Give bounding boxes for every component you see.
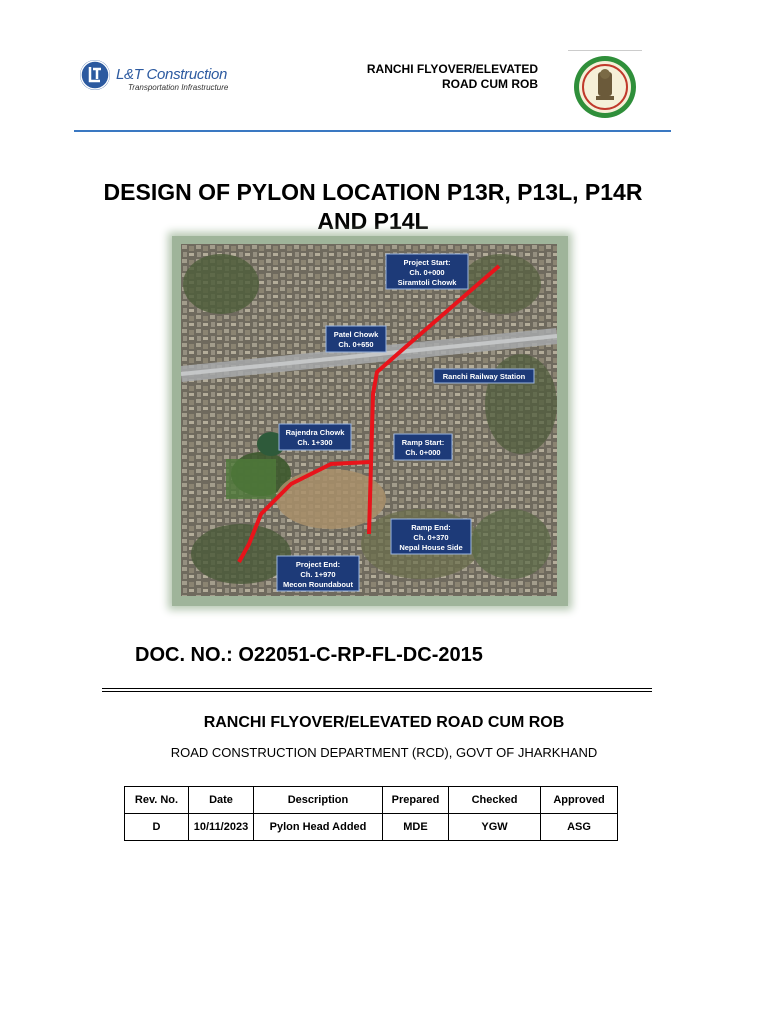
label-railway-station xyxy=(434,369,534,383)
project-name: RANCHI FLYOVER/ELEVATED ROAD CUM ROB xyxy=(203,714,565,731)
company-subtitle: Transportation Infrastructure xyxy=(128,83,229,92)
header-project-line2: ROAD CUM ROB xyxy=(442,77,538,91)
label-ramp-end-1: Ramp End: xyxy=(411,523,451,532)
label-ramp-start-1: Ramp Start: xyxy=(401,438,445,447)
label-project-end-2: Ch. 1+970 xyxy=(300,570,336,579)
header-approved: Approved xyxy=(541,787,618,814)
document-title xyxy=(70,178,676,236)
label-rajendra-chowk-2: Ch. 1+300 xyxy=(297,438,333,447)
label-project-end-3: Mecon Roundabout xyxy=(283,580,353,589)
label-patel-chowk xyxy=(326,326,386,352)
label-project-end-1: Project End: xyxy=(295,560,341,569)
header-checked: Checked xyxy=(449,787,541,814)
label-project-start-1: Project Start: xyxy=(403,258,451,267)
label-ramp-start xyxy=(394,434,452,460)
label-ramp-end-3: Nepal House Side xyxy=(399,543,463,552)
label-patel-chowk-2: Ch. 0+650 xyxy=(338,340,374,349)
label-rajendra-chowk-1: Rajendra Chowk xyxy=(285,428,345,437)
revision-table-header-row xyxy=(125,787,618,814)
label-project-start xyxy=(386,254,468,289)
company-name: L&T Construction xyxy=(116,66,228,83)
cell-rev-no: D xyxy=(125,814,189,841)
header-divider xyxy=(74,130,671,132)
label-project-start-3: Siramtoli Chowk xyxy=(397,278,457,287)
label-project-start-2: Ch. 0+000 xyxy=(409,268,445,277)
document-number: DOC. NO.: O22051-C-RP-FL-DC-2015 xyxy=(135,644,483,666)
divider-bottom xyxy=(102,691,652,692)
label-rajendra-chowk xyxy=(279,424,351,450)
label-railway-station-1: Ranchi Railway Station xyxy=(442,372,526,381)
cell-approved: ASG xyxy=(541,814,618,841)
header-project-line1: RANCHI FLYOVER/ELEVATED xyxy=(366,62,538,76)
header-project-title xyxy=(367,62,538,92)
header-description: Description xyxy=(254,787,383,814)
cell-description: Pylon Head Added xyxy=(254,814,383,841)
revision-table xyxy=(124,786,618,841)
lt-construction-logo xyxy=(80,60,240,96)
table-row xyxy=(125,814,618,841)
header-prepared: Prepared xyxy=(383,787,449,814)
lt-emblem-icon xyxy=(80,60,110,90)
label-patel-chowk-1: Patel Chowk xyxy=(333,330,379,339)
document-title-line1: DESIGN OF PYLON LOCATION P13R, P13L, P14R xyxy=(103,179,643,205)
label-ramp-end xyxy=(391,519,471,554)
header-date: Date xyxy=(189,787,254,814)
document-title-line2: AND P14L xyxy=(317,208,429,234)
label-project-end xyxy=(277,556,359,591)
cell-prepared: MDE xyxy=(383,814,449,841)
jharkhand-govt-emblem xyxy=(566,50,644,120)
route-map xyxy=(181,244,557,596)
department-name: ROAD CONSTRUCTION DEPARTMENT (RCD), GOVT OF JHARKHAND xyxy=(170,745,598,760)
cell-checked: YGW xyxy=(449,814,541,841)
label-ramp-start-2: Ch. 0+000 xyxy=(405,448,441,457)
label-ramp-end-2: Ch. 0+370 xyxy=(413,533,449,542)
header-rev-no: Rev. No. xyxy=(125,787,189,814)
cell-date: 10/11/2023 xyxy=(189,814,254,841)
divider-top xyxy=(102,688,652,689)
